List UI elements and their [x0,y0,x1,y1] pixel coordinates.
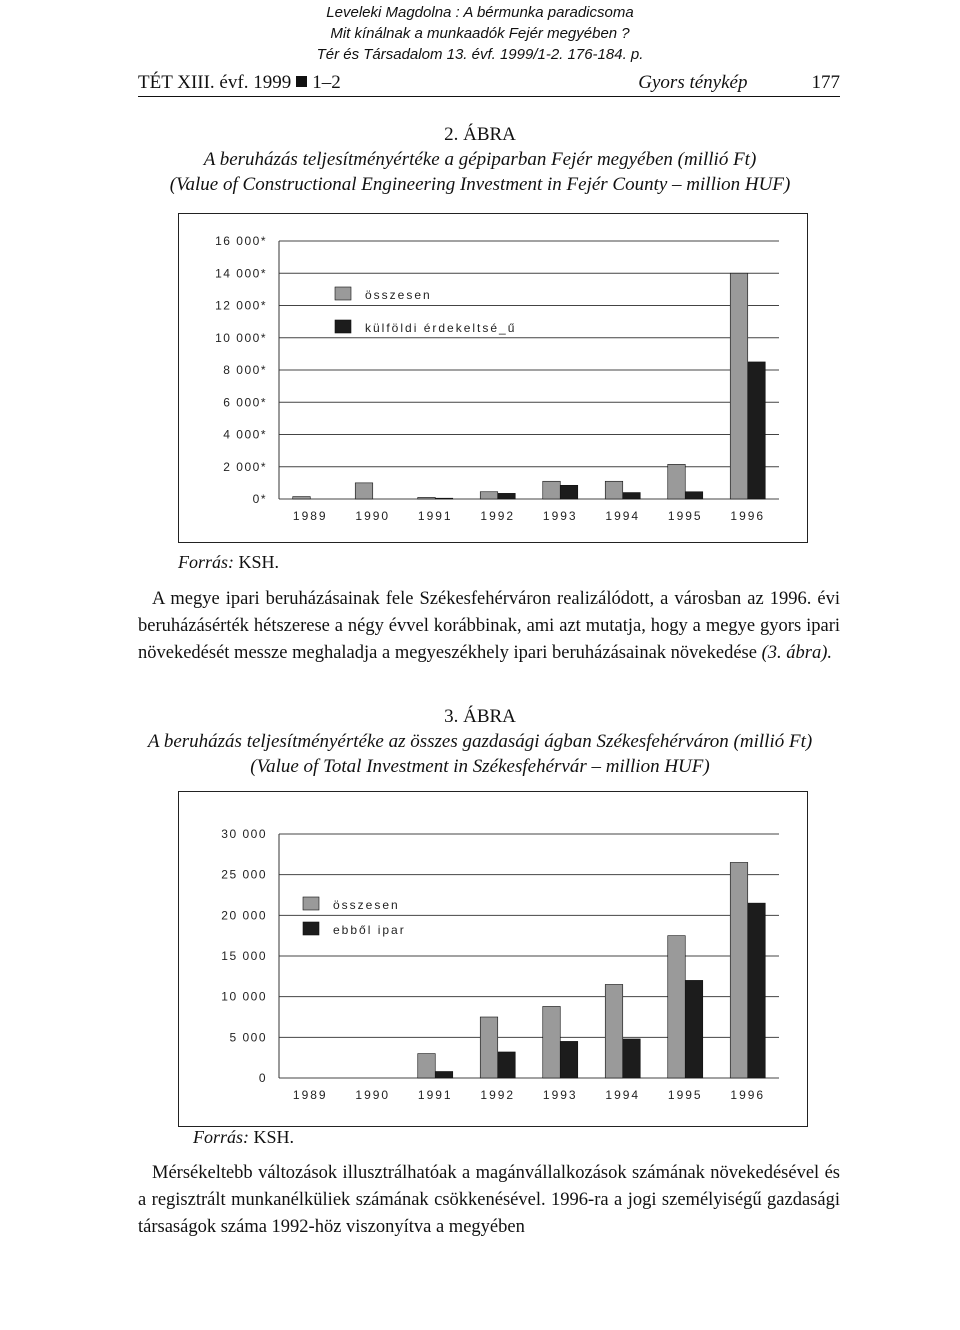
fig2-y-tick-label: 0* [252,492,267,506]
fig2-y-tick-label: 10 000* [215,330,267,345]
figure2-caption [0,122,960,197]
square-bullet-icon [296,76,307,87]
fig3-legend-swatch [303,922,319,935]
citation-journal: Tér és Társadalom 13. évf. 1999/1-2. 176-184. p. [316,46,644,63]
figure2-chart-frame [178,213,808,543]
running-head [138,70,840,97]
fig2-bar-sub [623,493,641,499]
fig3-legend-label: összesen [333,898,400,912]
fig2-legend-label: összesen [365,288,432,302]
figure2-title-en: (Value of Constructional Engineering Investment in Fejér County – million HUF) [169,174,791,195]
fig2-bar-total [730,273,748,499]
section-and-page [638,72,840,94]
citation-subtitle: Mit kínálnak a munkaadók Fejér megyében ? [330,25,630,42]
fig3-bar-sub [685,980,703,1078]
fig2-legend-swatch [335,320,351,333]
fig2-bar-total [355,483,373,499]
fig2-x-tick-label: 1994 [605,509,641,523]
fig2-bar-total [605,481,623,499]
fig2-x-tick-label: 1991 [417,509,453,523]
figure3-title-hu: A beruházás teljesítményértéke az összes gazdasági ágban Székesfehérváron (millió Ft) [147,731,813,752]
fig2-bar-sub [435,498,453,499]
fig3-y-tick-label: 0 [258,1071,267,1085]
fig3-bar-sub [623,1039,641,1078]
fig2-bar-total [543,481,561,499]
fig3-y-tick-label: 25 000 [221,867,267,882]
figure2-chart [179,214,807,542]
figure3-caption [0,704,960,779]
figure3-number: 3. ÁBRA [444,706,516,727]
fig2-y-tick-label: 12 000* [215,298,267,313]
fig3-bar-total [480,1017,498,1078]
figure2-title-hu: A beruházás teljesítményértéke a gépiparban Fejér megyében (millió Ft) [203,149,757,170]
paragraph-1 [138,586,840,667]
paragraph-1-text: A megye ipari beruházásainak fele Székesfehérváron realizálódott, a városban az 1996. évi beruházásérték hétszerese a négy évvel korábbinak, ami azt mutatja, hogy a megye gyors ipari növekedését messze meghaladja a megyeszékhely ipari beruházásainak növekedése [138,589,840,663]
fig3-bar-total [605,984,623,1078]
fig3-bar-total [543,1006,561,1078]
fig2-bar-sub [685,492,703,499]
paragraph-2 [138,1160,840,1241]
fig3-bar-sub [498,1052,516,1078]
fig2-bar-total [293,497,311,499]
fig3-y-tick-label: 20 000 [221,908,267,923]
fig3-x-tick-label: 1990 [355,1088,391,1102]
fig2-legend-swatch [335,287,351,300]
fig2-x-tick-label: 1995 [667,509,703,523]
fig3-bar-total [668,936,686,1078]
fig3-legend-swatch [303,897,319,910]
page-number: 177 [811,72,840,93]
fig2-y-tick-label: 16 000* [215,234,267,248]
paragraph-1-figure-ref: (3. ábra). [761,643,832,663]
fig2-bar-sub [498,493,516,499]
fig2-bar-total [418,497,436,499]
fig3-x-tick-label: 1989 [292,1088,328,1102]
fig3-bar-sub [560,1041,578,1078]
figure2-number: 2. ÁBRA [444,124,516,145]
figure2-source: Forrás: KSH. [178,552,280,572]
fig3-x-tick-label: 1996 [730,1088,766,1102]
fig3-x-tick-label: 1995 [667,1088,703,1102]
fig2-bar-sub [560,485,578,499]
fig2-y-tick-label: 2 000* [223,459,267,474]
citation-block [0,2,960,65]
figure3-chart [179,792,807,1126]
fig2-x-tick-label: 1993 [542,509,578,523]
figure3-title-en: (Value of Total Investment in Székesfehérvár – million HUF) [250,756,710,777]
fig2-bar-total [480,492,498,499]
fig2-legend-label: külföldi érdekeltsé_ű [365,321,517,335]
fig3-x-tick-label: 1991 [417,1088,453,1102]
fig3-y-tick-label: 10 000 [221,989,267,1004]
fig2-x-tick-label: 1996 [730,509,766,523]
fig3-bar-total [730,862,748,1078]
fig3-x-tick-label: 1994 [605,1088,641,1102]
fig2-bar-sub [748,362,766,499]
fig3-bar-sub [748,903,766,1078]
fig2-y-tick-label: 8 000* [223,363,267,377]
fig3-legend-label: ebből ipar [333,923,406,937]
section-name: Gyors ténykép [638,72,748,93]
fig3-x-tick-label: 1993 [542,1088,578,1102]
figure3-source: Forrás: KSH. [193,1127,295,1147]
journal-issue: TÉT XIII. évf. 1999 1–2 [138,72,341,93]
fig3-y-tick-label: 15 000 [221,949,267,963]
fig2-x-tick-label: 1989 [292,509,328,523]
fig2-y-tick-label: 6 000* [223,395,267,410]
fig2-x-tick-label: 1990 [355,509,391,523]
figure3-chart-frame [178,791,808,1127]
fig3-y-tick-label: 30 000 [221,827,267,841]
fig2-bar-total [668,464,686,499]
fig3-bar-total [418,1054,436,1078]
paragraph-2-text: Mérsékeltebb változások illusztrálhatóak a magánvállalkozások számának növekedésével és a regisztrált munkanélküliek számának csökkenésével. 1996-ra a jogi személyiségű gazdasági társaságok száma 1992-höz viszonyítva a megyében [138,1163,840,1237]
citation-author-title: Leveleki Magdolna : A bérmunka paradicsoma [326,4,634,21]
fig3-x-tick-label: 1992 [480,1088,516,1102]
fig2-y-tick-label: 14 000* [215,266,267,281]
fig3-bar-sub [435,1071,453,1078]
fig2-x-tick-label: 1992 [480,509,516,523]
fig3-y-tick-label: 5 000 [229,1030,267,1045]
fig2-y-tick-label: 4 000* [223,427,267,442]
